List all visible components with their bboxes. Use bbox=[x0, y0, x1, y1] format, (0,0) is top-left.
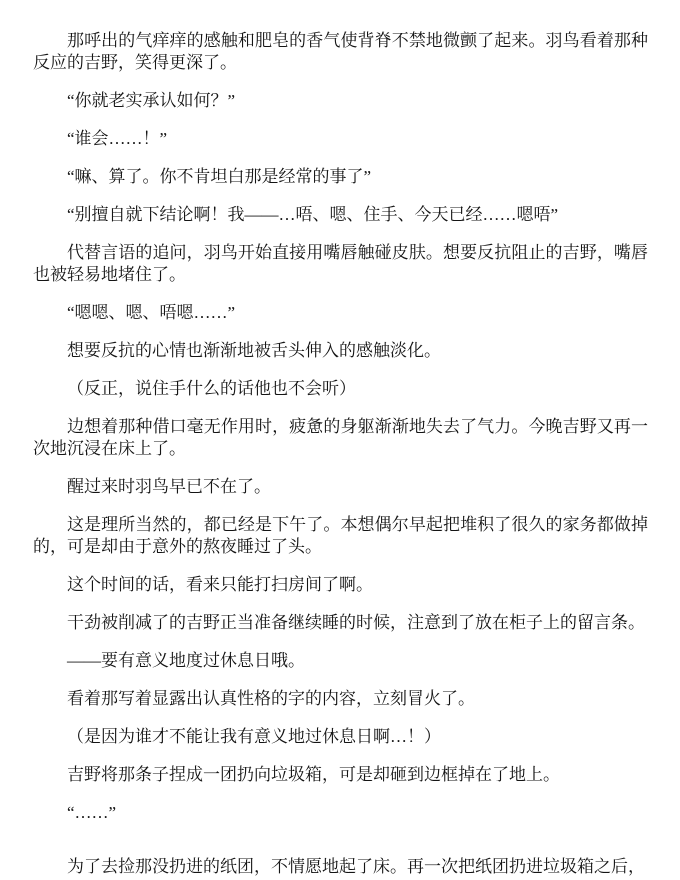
paragraph: （是因为谁才不能让我有意义地过休息日啊…！） bbox=[67, 727, 441, 746]
paragraph: “别擅自就下结论啊！我——…唔、嗯、住手、今天已经……嗯唔” bbox=[67, 205, 559, 224]
paragraph: 那呼出的气痒痒的感触和肥皂的香气使背脊不禁地微颤了起来。羽鸟看着那种反应的吉野，笑得更深了。 bbox=[33, 31, 648, 72]
paragraph: 为了去捡那没扔进的纸团，不情愿地起了床。再一次把纸团扔进垃圾箱之后， bbox=[67, 857, 645, 876]
paragraph: 醒过来时羽鸟早已不在了。 bbox=[67, 477, 271, 496]
paragraph: 代替言语的追问，羽鸟开始直接用嘴唇触碰皮肤。想要反抗阻止的吉野，嘴唇也被轻易地堵住了。 bbox=[33, 243, 648, 284]
paragraph: 这个时间的话，看来只能打扫房间了啊。 bbox=[67, 575, 373, 594]
paragraph: “……” bbox=[67, 803, 117, 822]
paragraph: 边想着那种借口毫无作用时，疲惫的身躯渐渐地失去了气力。今晚吉野又再一次地沉浸在床上了。 bbox=[33, 417, 648, 458]
paragraph: （反正，说住手什么的话他也不会听） bbox=[67, 379, 356, 398]
text-body bbox=[33, 30, 648, 878]
paragraph: 干劲被削减了的吉野正当准备继续睡的时候，注意到了放在柜子上的留言条。 bbox=[67, 613, 645, 632]
paragraph: “你就老实承认如何？” bbox=[67, 91, 236, 110]
paragraph: 想要反抗的心情也渐渐地被舌头伸入的感触淡化。 bbox=[67, 341, 441, 360]
paragraph: “谁会……！” bbox=[67, 129, 168, 148]
paragraph: 吉野将那条子捏成一团扔向垃圾箱，可是却砸到边框掉在了地上。 bbox=[67, 765, 560, 784]
paragraph: “嗯嗯、嗯、唔嗯……” bbox=[67, 303, 236, 322]
paragraph: ——要有意义地度过休息日哦。 bbox=[67, 651, 305, 670]
paragraph: 看着那写着显露出认真性格的字的内容，立刻冒火了。 bbox=[67, 689, 475, 708]
paragraph: 这是理所当然的，都已经是下午了。本想偶尔早起把堆积了很久的家务都做掉的，可是却由于意外的熬夜睡过了头。 bbox=[33, 515, 648, 556]
paragraph: “嘛、算了。你不肯坦白那是经常的事了” bbox=[67, 167, 372, 186]
